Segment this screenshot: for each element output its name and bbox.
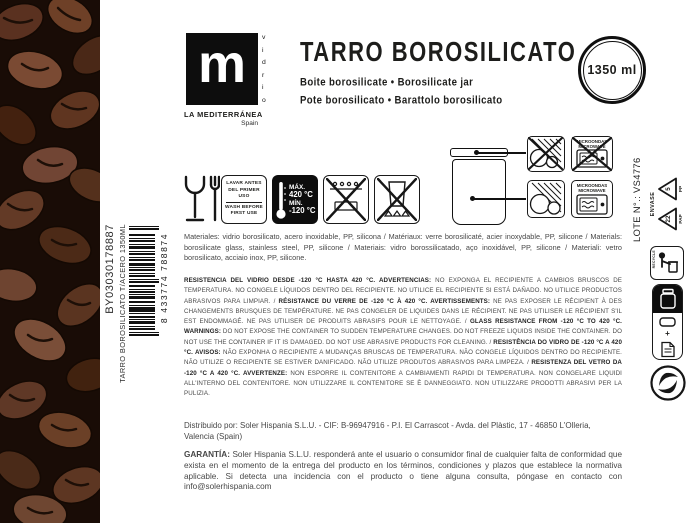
food-safe-icon bbox=[182, 172, 220, 224]
coffee-beans-illustration bbox=[0, 0, 100, 523]
barcode-product-name: TARRO BOROSILICATO T/ACERO 1350ML bbox=[118, 224, 127, 383]
barcode-block bbox=[104, 220, 184, 406]
waste-sorting-guide bbox=[652, 284, 683, 360]
recycling-code-material: PP bbox=[678, 185, 684, 193]
logo-vert-letter: o bbox=[262, 96, 266, 104]
green-dot-icon bbox=[649, 364, 687, 402]
microwave-label-en: MICROWAVE bbox=[578, 143, 606, 149]
packaging-recycling-codes bbox=[650, 168, 694, 240]
lid-callout-line bbox=[478, 152, 526, 154]
coffee-beans-photo bbox=[0, 0, 100, 523]
warnings-text: RESISTENCIA DEL VIDRIO DESDE -120 °C HASTA 420 °C. ADVERTENCIAS: NO EXPONGA EL RECIPIENTE A CAMBIOS BRUSCOS DE TEMPERATURA. NO CONGELE LÍQUIDOS DENTRO DEL RECIPIENTE. NO UTILICE EL RECIPIENTE SI ESTÁ DAÑADO. NO UTILICE PRODUCTOS ABRASIVOS PARA LIMPIAR. / RÉSISTANCE DU VERRE DE -120 °C À 420 °C. AVERTISSEMENTS: NE PAS EXPOSER LE RÉCIPIENT À DES CHANGEMENTS BRUSQUES DE TEMPÉRATURE. NE PAS CONGELER DE LIQUIDES DANS LE RÉCIPIENT. NE PAS UTILISER LE RÉCIPIENT S'IL EST ENDOMMAGÉ. NE PAS UTILISER DE PRODUITS ABRASIFS POUR LE NETTOYAGE. / GLASS RESISTANCE FROM -120 °C TO 420 °C. WARNINGS: DO NOT EXPOSE THE CONTAINER TO SUDDEN TEMPERATURE CHANGES. DO NOT FREEZE LIQUIDS INSIDE THE CONTAINER. DO NOT USE THE CONTAINER IF IT IS DAMAGED. DO NOT USE ABRASIVE PRODUCTS FOR CLEANING. / RESISTÊNCIA DO VIDRO DE -120 °C A 420 °C. AVISOS: NÃO EXPONHA O RECIPIENTE A MUDANÇAS BRUSCAS DE TEMPERATURA. NÃO CONGELE LÍQUIDOS DENTRO DO RECIPIENTE. NÃO UTILIZE O RECIPIENTE SE ESTIVER DANIFICADO. NÃO UTILIZE PRODUTOS ABRASIVOS PARA LIMPEZA. / RESISTENZA DEL VETRO DA -120 °C A 420 °C. AVVERTENZE: NON ESPORRE IL CONTENITORE A CAMBIAMENTI RAPIDI DI TEMPERATURA. NON CONGELARE LIQUIDI ALL'INTERNO DEL CONTENITORE. NON UTILIZZARE IL CONTENITORE SE È DANNEGGIATO. NON UTILIZZARE PRODOTTI ABRASIVI PER LA PULIZIA. bbox=[184, 277, 623, 398]
temp-max-label: MÁX. bbox=[289, 183, 305, 191]
materials-text: Materiales: vidrio borosilicato, acero inoxidable, PP, silicona / Matériaux: verre borosilicaté, acier inoxydable, PP, silicone / Materials: borosilicate glass, stainless steel, PP, silicone / Materiais: vidro borossilicatado, aço inoxidável, PP, silicone / Materiali: vetro borosilicato, acciaio inox, PP, silicone. bbox=[184, 232, 622, 263]
no-freeze-icon bbox=[374, 175, 420, 224]
thermometer-icon bbox=[276, 180, 287, 220]
microwave-label-es: MICROONDAS bbox=[576, 182, 608, 188]
barcode-reference: BY03030178887 bbox=[104, 224, 116, 314]
no-oven-icon bbox=[323, 175, 369, 224]
wash-text-es: LAVAR ANTES DEL PRIMER USO bbox=[226, 181, 262, 199]
microwave-safe-icon bbox=[571, 180, 613, 218]
recycling-code-number: 22 bbox=[665, 215, 672, 223]
product-subtitle-1: Boite borosilicate • Borosilicate jar bbox=[300, 76, 474, 89]
logo-vertical-text bbox=[262, 34, 266, 104]
temperature-range-icon bbox=[272, 175, 318, 224]
body-callout-line bbox=[474, 198, 526, 200]
product-subtitle-2: Pote borosilicato • Barattolo borosilicato bbox=[300, 94, 503, 107]
no-dishwasher-icon bbox=[527, 136, 565, 172]
recycling-code-material: PAP bbox=[678, 214, 684, 224]
no-microwave-lid-icon bbox=[571, 136, 613, 172]
logo-vert-letter: d bbox=[262, 59, 266, 67]
tidyman-recycle-icon bbox=[650, 246, 684, 280]
glass-jar-icon bbox=[659, 288, 677, 310]
lot-number: LOTE N°.: VS4776 bbox=[632, 157, 642, 242]
glass-bin-section bbox=[653, 285, 682, 313]
brand-logo-letter: m bbox=[197, 34, 246, 94]
lid-icon bbox=[659, 317, 676, 327]
microwave-label-es: MICROONDAS bbox=[576, 138, 608, 144]
recycling-code-number: 5 bbox=[665, 187, 672, 191]
microwave-label-en: MICROWAVE bbox=[578, 187, 606, 193]
logo-vert-letter: v bbox=[262, 34, 266, 41]
temp-min-label: MÍN. bbox=[289, 199, 303, 207]
brand-name: LA MEDITERRÁNEA bbox=[184, 110, 263, 119]
recycling-code-pap bbox=[657, 207, 684, 231]
brand-country: Spain bbox=[241, 120, 258, 127]
tidyman-figure bbox=[655, 251, 679, 275]
volume-badge bbox=[578, 36, 646, 104]
volume-value: 1350 ml bbox=[587, 63, 637, 77]
temp-min-value: -120 °C bbox=[289, 205, 316, 215]
jar-body-drawing bbox=[452, 159, 506, 225]
envase-label: ENVASE bbox=[650, 191, 656, 217]
recycle-label: RECYCLE bbox=[651, 250, 656, 269]
temp-max-value: 420 °C bbox=[289, 189, 313, 199]
logo-vert-letter: i bbox=[262, 84, 264, 92]
distributor-text: Distribuido por: Soler Hispania S.L.U. - CIF: B-96947916 - P.I. El Carrascot - Avda. del Plàstic, 17 - 46850 L'Olleria, Valencia (Spain) bbox=[184, 421, 591, 441]
recycling-code-pp bbox=[657, 177, 684, 201]
ean-number: 8 433774 788874 bbox=[159, 232, 169, 324]
logo-vert-letter: r bbox=[262, 71, 265, 79]
logo-vert-letter: i bbox=[262, 46, 264, 54]
warranty-text: GARANTÍA: Soler Hispania S.L.U. responderá ante el usuario o consumidor final de cualquier falta de conformidad que exista en el momento de la entrega del producto en los términos, condiciones y plazos que establece la normativa aplicable. Si detecta una incidencia con el producto o tiene alguna consulta, póngase en contacto con info@solerhispania.com bbox=[184, 450, 622, 492]
brand-logo bbox=[186, 33, 258, 105]
dishwasher-safe-icon bbox=[527, 180, 565, 218]
leaflet-icon bbox=[660, 341, 676, 358]
ean-barcode bbox=[129, 224, 159, 336]
wash-before-use-icon bbox=[221, 175, 267, 224]
product-title: TARRO BOROSILICATO bbox=[300, 36, 577, 68]
plus-sign: + bbox=[665, 329, 670, 338]
wash-text-en: WASH BEFORE FIRST USE bbox=[225, 205, 263, 217]
